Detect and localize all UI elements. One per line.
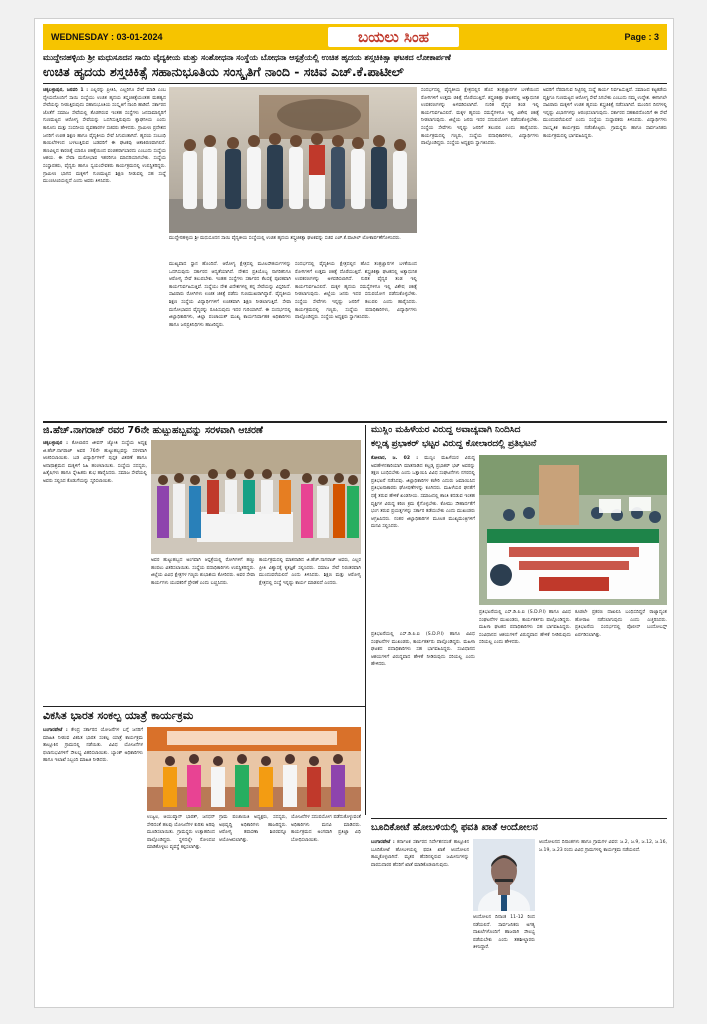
story2-body-3: ಕಾರ್ಯಕ್ರಮದಲ್ಲಿ ಮಾತನಾಡಿದ ಜಿ.ಹೆಚ್.ನಾಗರಾಜ್ ಅವರು, ಎಲ್ಲರ ಪ್ರೀತಿ ವಿಶ್ವಾಸಕ್ಕೆ ಕೃತಜ್ಞತೆ ಸಲ್ಲಿಸಿದರು. ಸಮಾಜ ಸೇವೆ ನಿರಂತರವಾಗಿ ಮುಂದುವರೆಯಲಿದೆ ಎಂದು ತಿಳಿಸಿದರು. ಶಿಕ್ಷಣ ಮತ್ತು ಆರೋಗ್ಯ ಕ್ಷೇತ್ರದಲ್ಲಿ ಸಂಸ್ಥೆ ಇನ್ನಷ್ಟು ಕಾರ್ಯ ಮಾಡಲಿದೆ ಎಂದರು. [259,558,361,586]
story2-body-1: ಕೋಲಾರದ ಜೀವನ್ ಜ್ಯೋತಿ ಸಂಸ್ಥೆಯ ಅಧ್ಯಕ್ಷ ಜಿ.ಹೆಚ್.ನಾಗರಾಜ್ ಅವರ 76ನೇ ಹುಟ್ಟುಹಬ್ಬವನ್ನು ಸರಳವಾಗಿ ಆಚರಿಸಲಾಯಿತು. ಬಡ ವಿದ್ಯಾರ್ಥಿಗಳಿಗೆ ಪುಸ್ತಕ ವಿತರಣೆ ಹಾಗೂ ಅನಾಥಾಶ್ರಮದ ಮಕ್ಕಳಿಗೆ ಸಿಹಿ ಹಂಚಲಾಯಿತು. ಸಂಸ್ಥೆಯ ಸದಸ್ಯರು, ಹಿತೈಷಿಗಳು ಹಾಗೂ ಸ್ನೇಹಿತರು ಶುಭ ಹಾರೈಸಿದರು. ಸಮಾಜ ಸೇವೆಯಲ್ಲಿ ಅವರು ಸಲ್ಲಿಸಿದ ಕೊಡುಗೆಯನ್ನು ಸ್ಮರಿಸಲಾಯಿತು. [43,441,147,484]
story4-column-1 [43,727,143,1007]
lead-body-2: ಮುಖ್ಯವಾದ ಸ್ಥಾನ ಹೊಂದಿದೆ. ಆರೋಗ್ಯ ಕ್ಷೇತ್ರದಲ್ಲಿ ಮೂಲಸೌಕರ್ಯಗಳನ್ನು ಒದಗಿಸುವುದು ಸರ್ಕಾರದ ಆದ್ಯತೆಯಾಗಿದೆ. ದೇಶದ ಪ್ರತಿಯೊಬ್ಬ ನಾಗರಿಕನಿಗೂ ಆರೋಗ್ಯ ಸೇವೆ ತಲುಪಬೇಕು. ಇಂತಹ ಸಂಸ್ಥೆಗಳು ಸರ್ಕಾರದ ಕೆಲಸಕ್ಕೆ ಪೂರಕವಾಗಿ ಕಾರ್ಯನಿರ್ವಹಿಸುತ್ತಿವೆ. ಸಂಸ್ಥೆಯು ದೇಶ ವಿದೇಶಗಳಲ್ಲಿ ತನ್ನ ಸೇವೆಯನ್ನು ವಿಸ್ತರಿಸಿದೆ. ಸಾವಿರಾರು ರೋಗಿಗಳು ಉಚಿತ ಚಿಕಿತ್ಸೆ ಪಡೆದು ಗುಣಮುಖರಾಗಿದ್ದಾರೆ. ವೈದ್ಯಕೀಯ ಶಿಕ್ಷಣ ಸಂಸ್ಥೆಯ ವಿದ್ಯಾರ್ಥಿಗಳಿಗೆ ಉಚಿತವಾಗಿ ಶಿಕ್ಷಣ ನೀಡಲಾಗುತ್ತಿದೆ. ಸೇವಾ ಮನೋಭಾವದ ವೈದ್ಯರನ್ನು ರೂಪಿಸುವುದು ಇದರ ಗುರಿಯಾಗಿದೆ. ಈ ಸಂದರ್ಭದಲ್ಲಿ ಜಿಲ್ಲಾಧಿಕಾರಿಗಳು, ಜಿಲ್ಲಾ ಪಂಚಾಯತ್ ಮುಖ್ಯ ಕಾರ್ಯನಿರ್ವಾಹಕ ಅಧಿಕಾರಿಗಳು ಹಾಗೂ ಜನಪ್ರತಿನಿಧಿಗಳು ಹಾಜರಿದ್ದರು. [169,262,291,328]
story5-body-1: ಕರ್ನಾಟಕ ಸರ್ಕಾರದ ನಿರ್ದೇಶನದಂತೆ ತಾಲ್ಲೂಕಿನ ಬೂದಿಕೋಟೆ ಹೋಬಳಿಯಲ್ಲಿ ಫವತಿ ಖಾತೆ ಆಂದೋಲನ ಹಮ್ಮಿಕೊಳ್ಳಲಾಗಿದೆ. ಮೃತರ ಹೆಸರಿನಲ್ಲಿರುವ ಜಮೀನುಗಳನ್ನು ವಾರಸುದಾರರ ಹೆಸರಿಗೆ ಖಾತೆ ಮಾಡಿಕೊಡಲಾಗುವುದು. [371,840,469,868]
lead-column-3 [421,87,539,417]
lead-column-2b [295,261,417,417]
story4-headline: ವಿಕಸಿತ ಭಾರತ ಸಂಕಲ್ಪ ಯಾತ್ರೆ ಕಾರ್ಯಕ್ರಮ [43,709,194,722]
story3-body-1b: ಪ್ರತಿಭಟನೆಯಲ್ಲಿ ಎಸ್.ಡಿ.ಪಿ.ಐ (S.D.P.I) ಹಾಗೂ ವಿವಿಧ ಸಂಘಟನೆಗಳ ಮುಖಂಡರು, ಕಾರ್ಯಕರ್ತರು ಪಾಲ್ಗೊಂಡಿದ್ದರು. ಮಹಿಳಾ ಘಟಕದ ಪದಾಧಿಕಾರಿಗಳು ಸಹ ಭಾಗವಹಿಸಿದ್ದರು. ಸಂವಿಧಾನದ ಆಶಯಗಳಿಗೆ ವಿರುದ್ಧವಾದ ಹೇಳಿಕೆ ನೀಡಿರುವುದು ಸರಿಯಲ್ಲ ಎಂದು ಹೇಳಿದರು. [371,632,475,668]
story5-column-3 [539,839,667,1007]
story2-headline: ಜಿ.ಹೆಚ್.ನಾಗರಾಜ್ ರವರ 76ನೇ ಹುಟ್ಟುಹಬ್ಬವನ್ನು ಸರಳವಾಗಿ ಆಚರಣೆ [43,425,263,436]
divider [43,706,365,707]
story3-body-2: ಪ್ರತಿಭಟನೆಯಲ್ಲಿ ಎಸ್.ಡಿ.ಪಿ.ಐ (S.D.P.I) ಹಾಗೂ ವಿವಿಧ ಸಂಘಟನೆಗಳ ಮುಖಂಡರು, ಕಾರ್ಯಕರ್ತರು ಪಾಲ್ಗೊಂಡಿದ್ದರು. ಮಹಿಳಾ ಘಟಕದ ಪದಾಧಿಕಾರಿಗಳು ಸಹ ಭಾಗವಹಿಸಿದ್ದರು. ಸಂವಿಧಾನದ ಆಶಯಗಳಿಗೆ ವಿರುದ್ಧವಾದ ಹೇಳಿಕೆ ನೀಡಿರುವುದು ಸರಿಯಲ್ಲ ಎಂದು ಹೇಳಿದರು. [479,610,571,646]
story2-photo [151,440,361,554]
story2-column-2 [151,557,255,702]
story3-headline-line1: ಮುಸ್ಲಿಂ ಮಹಿಳೆಯರ ವಿರುದ್ಧ ಅವಾಚ್ಯವಾಗಿ ನಿಂದಿಸಿದ [371,425,521,435]
story5-column-1 [371,839,469,1007]
story4-dateline: ಬಂಗಾರಪೇಟೆ : [43,728,68,733]
story5-dateline: ಬಂಗಾರಪೇಟೆ : [371,840,395,845]
story3-column-1 [371,455,475,627]
lead-headline: ಉಚಿತ ಹೃದಯ ಶಸ್ತ್ರಚಿಕಿತ್ಸೆ ಸಹಾನುಭೂತಿಯ ಸಂಸ್ಕೃತಿಗೆ ನಾಂದಿ - ಸಚಿವ ಎಚ್.ಕೆ.ಪಾಟೀಲ್ [43,64,404,79]
story4-body-2: ಉಜ್ವಲ, ಆಯುಷ್ಮಾನ್ ಭಾರತ್, ಜನಧನ್ ಸೇರಿದಂತೆ ಹಲವು ಯೋಜನೆಗಳ ಕುರಿತು ಅರಿವು ಮೂಡಿಸಲಾಯಿತು. ಗ್ರಾಮಸ್ಥರು ಉತ್ಸಾಹದಿಂದ ಪಾಲ್ಗೊಂಡಿದ್ದರು. ಸ್ಥಳದಲ್ಲೇ ನೋಂದಣಿ ಮಾಡಿಕೊಳ್ಳಲು ವ್ಯವಸ್ಥೆ ಕಲ್ಪಿಸಲಾಗಿತ್ತು. [147,815,215,851]
story5-body-3: ಆಂದೋಲನದ ದಿನಾಂಕಗಳು ಹಾಗೂ ಗ್ರಾಮಗಳ ವಿವರ: ಜ.2, ಜ.9, ಜ.12, ಜ.16, ಜ.19, ಜ.23 ರಂದು ವಿವಿಧ ಗ್ರಾಮಗಳಲ್ಲಿ ಕಾರ್ಯಕ್ರಮ ನಡೆಯಲಿದೆ. [539,840,667,853]
story3-body-1: ಮುಸ್ಲಿಂ ಮಹಿಳೆಯರ ವಿರುದ್ಧ ಅವಹೇಳನಕಾರಿಯಾಗಿ ಮಾತನಾಡಿದ ಕಲ್ಲಡ್ಕ ಪ್ರಭಾಕರ್ ಭಟ್ ಅವರನ್ನು ತಕ್ಷಣ ಬಂಧಿಸಬೇಕು ಎಂದು ಒತ್ತಾಯಿಸಿ ವಿವಿಧ ಸಂಘಟನೆಗಳು ನಗರದಲ್ಲಿ ಪ್ರತಿಭಟನೆ ನಡೆಸಿದವು. ಜಿಲ್ಲಾಧಿಕಾರಿಗಳ ಕಚೇರಿ ಎದುರು ಜಮಾಯಿಸಿದ ಪ್ರತಿಭಟನಾಕಾರರು ಘೋಷಣೆಗಳನ್ನು ಕೂಗಿದರು. ಮಹಿಳೆಯರ ಘನತೆಗೆ ಧಕ್ಕೆ ತರುವ ಹೇಳಿಕೆ ಖಂಡನೀಯ. ಸಮಾಜದಲ್ಲಿ ಶಾಂತಿ ಕದಡುವ ಇಂತಹ ವ್ಯಕ್ತಿಗಳ ವಿರುದ್ಧ ಕಠಿಣ ಕ್ರಮ ಕೈಗೊಳ್ಳಬೇಕು. ಕೋಮು ಸೌಹಾರ್ದತೆಗೆ ಭಂಗ ತರುವ ಪ್ರಯತ್ನಗಳನ್ನು ಸರ್ಕಾರ ತಡೆಯಬೇಕು ಎಂದು ಮುಖಂಡರು ಆಗ್ರಹಿಸಿದರು. ನಂತರ ಜಿಲ್ಲಾಧಿಕಾರಿಗಳ ಮೂಲಕ ಮುಖ್ಯಮಂತ್ರಿಗಳಿಗೆ ಮನವಿ ಸಲ್ಲಿಸಿದರು. [371,456,475,530]
story3-headline-line2: ಕಲ್ಲಡ್ಕ ಪ್ರಭಾಕರ್ ಭಟ್ಟರ ವಿರುದ್ಧ ಕೋಲಾರದಲ್ಲಿ ಪ್ರತಿಭಟನೆ [371,439,537,449]
story3-dateline: ಕೋಲಾರ, ಜ. 02 : [371,456,419,461]
lead-column-1 [43,87,166,417]
story4-body-1: ಕೇಂದ್ರ ಸರ್ಕಾರದ ಯೋಜನೆಗಳ ಬಗ್ಗೆ ಜನರಿಗೆ ಮಾಹಿತಿ ನೀಡುವ ವಿಕಸಿತ ಭಾರತ ಸಂಕಲ್ಪ ಯಾತ್ರೆ ಕಾರ್ಯಕ್ರಮ ತಾಲ್ಲೂಕಿನ ಗ್ರಾಮದಲ್ಲಿ ನಡೆಯಿತು. ವಿವಿಧ ಯೋಜನೆಗಳ ಫಲಾನುಭವಿಗಳಿಗೆ ಸೌಲಭ್ಯ ವಿತರಿಸಲಾಯಿತು. ಬ್ಯಾಂಕ್ ಅಧಿಕಾರಿಗಳು ಹಾಗೂ ಇಲಾಖೆ ಸಿಬ್ಬಂದಿ ಮಾಹಿತಿ ನೀಡಿದರು. [43,728,143,764]
issue-date: WEDNESDAY : 03-01-2024 [51,32,163,42]
lead-column-4 [543,87,667,417]
lead-body-4: ಅವರಿಗೆ ನೆರವಾಗುವ ನಿಟ್ಟಿನಲ್ಲಿ ಸಂಸ್ಥೆ ಕಾರ್ಯ ನಿರ್ವಹಿಸುತ್ತಿದೆ. ಸಮಾಜದ ಕಟ್ಟಕಡೆಯ ವ್ಯಕ್ತಿಗೂ ಗುಣಮಟ್ಟದ ಆರೋಗ್ಯ ಸೇವೆ ಸಿಗಬೇಕು ಎಂಬುದು ನಮ್ಮ ಉದ್ದೇಶ. ಈಗಾಗಲೇ ಸಾವಿರಾರು ಮಕ್ಕಳಿಗೆ ಉಚಿತ ಹೃದಯ ಶಸ್ತ್ರಚಿಕಿತ್ಸೆ ನಡೆಸಲಾಗಿದೆ. ಮುಂದಿನ ದಿನಗಳಲ್ಲಿ ಇನ್ನಷ್ಟು ವಿಭಾಗಗಳನ್ನು ಆರಂಭಿಸಲಾಗುವುದು. ಸರ್ಕಾರದ ಸಹಕಾರದೊಂದಿಗೆ ಈ ಸೇವೆ ಮುಂದುವರೆಯಲಿದೆ ಎಂದು ಸಂಸ್ಥೆಯ ಸಂಸ್ಥಾಪಕರು ತಿಳಿಸಿದರು. ವಿದ್ಯಾರ್ಥಿಗಳು ಸಾಂಸ್ಕೃತಿಕ ಕಾರ್ಯಕ್ರಮ ನಡೆಸಿಕೊಟ್ಟರು. ಗ್ರಾಮಸ್ಥರು ಹಾಗೂ ಸಾರ್ವಜನಿಕರು ಕಾರ್ಯಕ್ರಮದಲ್ಲಿ ಭಾಗವಹಿಸಿದ್ದರು. [543,88,667,139]
story3-column-2 [479,609,571,815]
story5-body-2: ಆಂದೋಲನ ದಿನಾಂಕ 11-12 ರಿಂದ ನಡೆಯಲಿದೆ. ಸಾರ್ವಜನಿಕರು ಅಗತ್ಯ ದಾಖಲೆಗಳೊಂದಿಗೆ ಹಾಜರಾಗಿ ಸೌಲಭ್ಯ ಪಡೆಯಬೇಕು ಎಂದು ತಹಶೀಲ್ದಾರರು ತಿಳಿಸಿದ್ದಾರೆ. [473,915,535,951]
lead-body-1: ಎಲ್ಲರನ್ನು ಪ್ರೀತಿಸಿ, ಎಲ್ಲರಿಗೂ ಸೇವೆ ಮಾಡಿ ಎಂಬ ಧ್ಯೇಯದೊಂದಿಗೆ ಸಾಯಿ ಸಂಸ್ಥೆಯು ಉಚಿತ ಹೃದಯ ಶಸ್ತ್ರಚಿಕಿತ್ಸೆಯಂತಹ ಮಹತ್ವದ ಸೇವೆಯನ್ನು ನೀಡುತ್ತಿರುವುದು ಸಹಾನುಭೂತಿಯ ಸಂಸ್ಕೃತಿಗೆ ನಾಂದಿ ಹಾಡಿದೆ. ಸರ್ಕಾರದ ಜೊತೆಗೆ ಸಮಾಜ ಸೇವೆಯಲ್ಲಿ ತೊಡಗಿರುವ ಇಂತಹ ಸಂಸ್ಥೆಗಳು ಜನಸಾಮಾನ್ಯರಿಗೆ ಗುಣಮಟ್ಟದ ಆರೋಗ್ಯ ಸೇವೆಯನ್ನು ಒದಗಿಸುತ್ತಿರುವುದು ಶ್ಲಾಘನೀಯ ಎಂದು ಕಾನೂನು ಮತ್ತು ಸಂಸದೀಯ ವ್ಯವಹಾರಗಳ ಸಚಿವರು ಹೇಳಿದರು. ಗ್ರಾಮೀಣ ಪ್ರದೇಶದ ಜನರಿಗೆ ಉಚಿತ ಶಿಕ್ಷಣ ಹಾಗೂ ವೈದ್ಯಕೀಯ ಸೇವೆ ಸಿಗುವಂತಾಗಿದೆ. ಹೃದಯ ಸಂಬಂಧಿ ಕಾಯಿಲೆಗಳಿಂದ ಬಳಲುತ್ತಿರುವ ಬಡವರಿಗೆ ಈ ಘಟಕವು ಆಶಾಕಿರಣವಾಗಲಿದೆ. ಹಣವಿಲ್ಲದ ಕಾರಣಕ್ಕೆ ಯಾರೂ ಚಿಕಿತ್ಸೆಯಿಂದ ವಂಚಿತರಾಗಬಾರದು ಎಂಬುದು ಸಂಸ್ಥೆಯ ಆಶಯ. ಈ ಸೇವಾ ಮನೋಭಾವ ಇತರರಿಗೂ ಮಾದರಿಯಾಗಬೇಕು. ಸಂಸ್ಥೆಯ ಸಂಸ್ಥಾಪಕರು, ವೈದ್ಯರು ಹಾಗೂ ಸ್ವಯಂಸೇವಕರು ಕಾರ್ಯಕ್ರಮದಲ್ಲಿ ಉಪಸ್ಥಿತರಿದ್ದರು. ಗ್ರಾಮೀಣ ಭಾಗದ ಮಕ್ಕಳಿಗೆ ಗುಣಮಟ್ಟದ ಶಿಕ್ಷಣ ನೀಡುವಲ್ಲಿ ಸಹ ಸಂಸ್ಥೆ ಮುಂಚೂಣಿಯಲ್ಲಿದೆ ಎಂದು ಅವರು ತಿಳಿಸಿದರು. [43,88,166,185]
story4-column-4 [291,814,361,1007]
lead-dateline: ಚಿಕ್ಕಬಳ್ಳಾಪುರ, ಜನವರಿ 1 : [43,88,89,93]
lead-kicker: ಮುದ್ದೇನಹಳ್ಳಿಯ ಶ್ರೀ ಮಧುಸೂದನ ಸಾಯಿ ವೈದ್ಯಕೀಯ ಮತ್ತು ಸಂಶೋಧನಾ ಸಂಸ್ಥೆಯ ಬೋಧನಾ ಆಸ್ಪತ್ರೆಯಲ್ಲಿ ಉಚಿತ ಹೃದಯ ಶಸ್ತ್ರಚಿಕಿತ್ಸಾ ಘಟಕದ ಲೋಕಾರ್ಪಣೆ [43,53,451,62]
story2-column-1 [43,440,147,702]
story4-column-2 [147,814,215,1007]
story4-photo [147,727,361,811]
story4-column-3 [219,814,287,1007]
page-number: Page : 3 [624,32,659,42]
story3-column-3 [575,609,667,815]
story2-column-3 [259,557,361,702]
story4-body-4: ಯೋಜನೆಗಳ ಸದುಪಯೋಗ ಪಡೆದುಕೊಳ್ಳುವಂತೆ ಅಧಿಕಾರಿಗಳು ಮನವಿ ಮಾಡಿದರು. ಕಾರ್ಯಕ್ರಮದ ಅಂಗವಾಗಿ ಪ್ರತಿಜ್ಞಾ ವಿಧಿ ಬೋಧಿಸಲಾಯಿತು. [291,815,361,843]
newspaper-page [34,18,674,1008]
lead-body-3: ಸಂದರ್ಭದಲ್ಲಿ ವೈದ್ಯಕೀಯ ಕ್ಷೇತ್ರದಲ್ಲಿನ ಹೊಸ ತಂತ್ರಜ್ಞಾನಗಳ ಬಳಕೆಯಿಂದ ರೋಗಿಗಳಿಗೆ ಉತ್ತಮ ಚಿಕಿತ್ಸೆ ದೊರೆಯುತ್ತಿದೆ. ಶಸ್ತ್ರಚಿಕಿತ್ಸಾ ಘಟಕದಲ್ಲಿ ಅತ್ಯಾಧುನಿಕ ಉಪಕರಣಗಳನ್ನು ಅಳವಡಿಸಲಾಗಿದೆ. ನುರಿತ ವೈದ್ಯರ ತಂಡ ಇಲ್ಲಿ ಕಾರ್ಯನಿರ್ವಹಿಸಲಿದೆ. ಮಕ್ಕಳ ಹೃದಯ ಸಮಸ್ಯೆಗಳಿಗೂ ಇಲ್ಲಿ ವಿಶೇಷ ಚಿಕಿತ್ಸೆ ನೀಡಲಾಗುವುದು. ಜಿಲ್ಲೆಯ ಜನರು ಇದರ ಸದುಪಯೋಗ ಪಡೆದುಕೊಳ್ಳಬೇಕು. ಸಂಸ್ಥೆಯ ಸೇವೆಗಳು ಇನ್ನಷ್ಟು ಜನರಿಗೆ ತಲುಪಲಿ ಎಂದು ಹಾರೈಸಿದರು. ಕಾರ್ಯಕ್ರಮದಲ್ಲಿ ಗಣ್ಯರು, ಸಂಸ್ಥೆಯ ಪದಾಧಿಕಾರಿಗಳು, ವಿದ್ಯಾರ್ಥಿಗಳು ಪಾಲ್ಗೊಂಡಿದ್ದರು. ಸಂಸ್ಥೆಯ ಅಧ್ಯಕ್ಷರು ಸ್ವಾಗತಿಸಿದರು. [421,88,539,147]
story5-portrait [473,839,535,911]
section-divider [43,421,667,423]
story5-headline: ಬೂದಿಕೋಟೆ ಹೋಬಳಿಯಲ್ಲಿ ಫವತಿ ಖಾತೆ ಆಂದೋಲನ [371,822,538,833]
story5-column-2 [473,914,535,1007]
divider [371,818,667,819]
newspaper-title: ಬಯಲು ಸಿಂಹ [328,27,459,47]
masthead [43,24,667,50]
vertical-divider [365,425,366,815]
story2-body-2: ಅವರ ಹುಟ್ಟುಹಬ್ಬದ ಅಂಗವಾಗಿ ಆಸ್ಪತ್ರೆಯಲ್ಲಿ ರೋಗಿಗಳಿಗೆ ಹಣ್ಣು ಹಂಪಲು ವಿತರಿಸಲಾಯಿತು. ಸಂಸ್ಥೆಯ ಪದಾಧಿಕಾರಿಗಳು ಉಪಸ್ಥಿತರಿದ್ದರು. ಜಿಲ್ಲೆಯ ವಿವಿಧ ಕ್ಷೇತ್ರಗಳ ಗಣ್ಯರು ಶುಭಾಶಯ ಕೋರಿದರು. ಅವರ ಸೇವಾ ಕಾರ್ಯಗಳು ಯುವಕರಿಗೆ ಪ್ರೇರಣೆ ಎಂದು ಬಣ್ಣಿಸಿದರು. [151,558,255,586]
story2-dateline: ಚಿಕ್ಕಬಳ್ಳಾಪುರ : [43,441,69,446]
story4-body-3: ಗ್ರಾಮ ಪಂಚಾಯಿತಿ ಅಧ್ಯಕ್ಷರು, ಸದಸ್ಯರು, ಅಭಿವೃದ್ಧಿ ಅಧಿಕಾರಿಗಳು ಹಾಜರಿದ್ದರು. ಆರೋಗ್ಯ ತಪಾಸಣಾ ಶಿಬಿರವನ್ನೂ ಆಯೋಜಿಸಲಾಗಿತ್ತು. [219,815,287,843]
lead-photo [169,87,417,233]
story3-body-3: ಕೂಡಲೇ ಪ್ರಕರಣ ದಾಖಲಿಸಿ ಬಂಧಿಸದಿದ್ದರೆ ರಾಜ್ಯಾದ್ಯಂತ ಹೋರಾಟ ನಡೆಸಲಾಗುವುದು ಎಂದು ಎಚ್ಚರಿಸಿದರು. ಪ್ರತಿಭಟನೆಯ ಸಂದರ್ಭದಲ್ಲಿ ಪೊಲೀಸ್ ಬಂದೋಬಸ್ತ್ ಏರ್ಪಡಿಸಲಾಗಿತ್ತು. [575,610,667,638]
lead-column-2 [169,261,291,417]
lead-body-2b: ಸಂದರ್ಭದಲ್ಲಿ ವೈದ್ಯಕೀಯ ಕ್ಷೇತ್ರದಲ್ಲಿನ ಹೊಸ ತಂತ್ರಜ್ಞಾನಗಳ ಬಳಕೆಯಿಂದ ರೋಗಿಗಳಿಗೆ ಉತ್ತಮ ಚಿಕಿತ್ಸೆ ದೊರೆಯುತ್ತಿದೆ. ಶಸ್ತ್ರಚಿಕಿತ್ಸಾ ಘಟಕದಲ್ಲಿ ಅತ್ಯಾಧುನಿಕ ಉಪಕರಣಗಳನ್ನು ಅಳವಡಿಸಲಾಗಿದೆ. ನುರಿತ ವೈದ್ಯರ ತಂಡ ಇಲ್ಲಿ ಕಾರ್ಯನಿರ್ವಹಿಸಲಿದೆ. ಮಕ್ಕಳ ಹೃದಯ ಸಮಸ್ಯೆಗಳಿಗೂ ಇಲ್ಲಿ ವಿಶೇಷ ಚಿಕಿತ್ಸೆ ನೀಡಲಾಗುವುದು. ಜಿಲ್ಲೆಯ ಜನರು ಇದರ ಸದುಪಯೋಗ ಪಡೆದುಕೊಳ್ಳಬೇಕು. ಸಂಸ್ಥೆಯ ಸೇವೆಗಳು ಇನ್ನಷ್ಟು ಜನರಿಗೆ ತಲುಪಲಿ ಎಂದು ಹಾರೈಸಿದರು. ಕಾರ್ಯಕ್ರಮದಲ್ಲಿ ಗಣ್ಯರು, ಸಂಸ್ಥೆಯ ಪದಾಧಿಕಾರಿಗಳು, ವಿದ್ಯಾರ್ಥಿಗಳು ಪಾಲ್ಗೊಂಡಿದ್ದರು. ಸಂಸ್ಥೆಯ ಅಧ್ಯಕ್ಷರು ಸ್ವಾಗತಿಸಿದರು. [295,262,417,321]
divider [43,83,667,84]
lead-photo-caption: ಮುದ್ದೇನಹಳ್ಳಿಯ ಶ್ರೀ ಮಧುಸೂದನ ಸಾಯಿ ವೈದ್ಯಕೀಯ ಸಂಸ್ಥೆಯಲ್ಲಿ ಉಚಿತ ಹೃದಯ ಶಸ್ತ್ರಚಿಕಿತ್ಸಾ ಘಟಕವನ್ನು ಸಚಿವ ಎಚ್.ಕೆ.ಪಾಟೀಲ್ ಲೋಕಾರ್ಪಣೆಗೊಳಿಸಿದರು. [169,236,401,241]
story3-column-1b [371,631,475,815]
story3-photo [479,455,667,605]
